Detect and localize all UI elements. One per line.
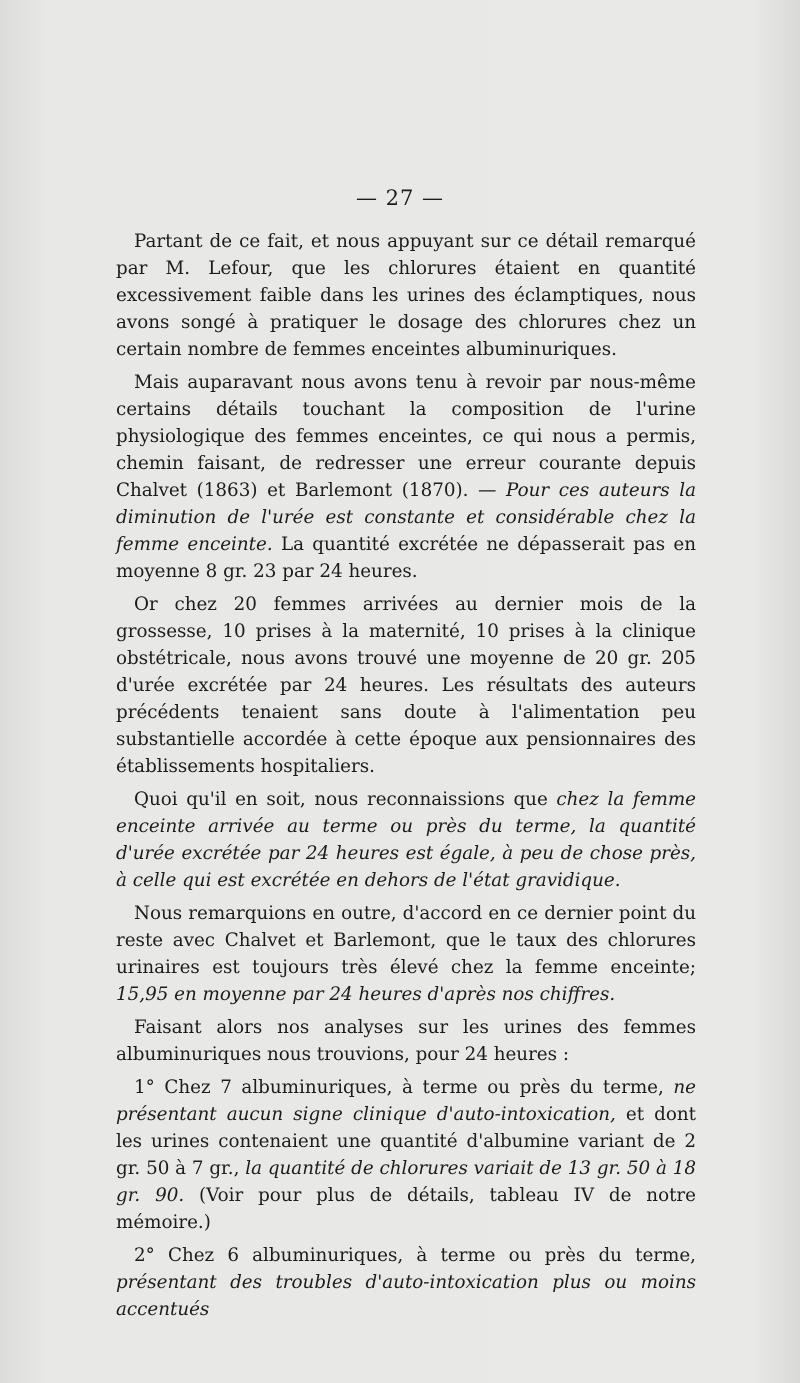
paragraph-5-lead: Nous remarquions en outre, d'accord en ce dernier point du reste avec Chalvet et Barlemont, que le taux des chlorures urinaires est toujours très élevé chez la femme enceinte; — [116, 903, 696, 978]
paragraph-5 — [116, 900, 696, 1008]
paragraph-2 — [116, 369, 696, 585]
paragraph-8 — [116, 1242, 696, 1323]
paragraph-3: Or chez 20 femmes arrivées au dernier mois de la grossesse, 10 prises à la maternité, 10 prises à la clinique obstétricale, nous avons trouvé une moyenne de 20 gr. 205 d'urée excrétée par 24 heures. Les résultats des auteurs précédents tenaient sans doute à l'alimentation peu substantielle accordée à cette époque aux pensionnaires des établissements hospitaliers. — [116, 594, 696, 777]
paragraph-5-italic: 15,95 en moyenne par 24 heures d'après nos chiffres. — [116, 984, 616, 1005]
paragraph-7-tail: (Voir pour plus de détails, tableau IV de notre mémoire.) — [116, 1185, 696, 1233]
paragraph-2-italic: — Pour ces auteurs la diminution de l'urée est constante et considérable chez la femme enceinte. — [116, 480, 697, 555]
paragraph-7-italic-1: ne présentant aucun signe clinique d'auto-intoxication, — [116, 1077, 696, 1125]
paragraph-8-italic: présentant des troubles d'auto-intoxication plus ou moins accentués — [116, 1272, 696, 1320]
paragraph-8-lead: 2° Chez 6 albuminuriques, à terme ou près du terme, — [134, 1245, 696, 1266]
paragraph-7-italic-2: la quantité de chlorures variait de 13 gr. 50 à 18 gr. 90. — [116, 1158, 696, 1206]
page-number: — 27 — — [355, 186, 445, 210]
paragraph-7 — [116, 1074, 696, 1236]
paragraph-7-mid: et dont les urines contenaient une quantité d'albumine variant de 2 gr. 50 à 7 gr., — [116, 1104, 696, 1179]
paragraph-4-italic: chez la femme enceinte arrivée au terme ou près du terme, la quantité d'urée excrétée par 24 heures est égale, à peu de chose près, à celle qui est excrétée en dehors de l'état gravidique. — [116, 789, 696, 891]
paragraph-2-text: Mais auparavant nous avons tenu à revoir par nous-même certains détails touchant la composition de l'urine physiologique des femmes enceintes, ce qui nous a permis, chemin faisant, de redresser une erreur courante depuis Chalvet (1863) et Barlemont (1870). — [116, 372, 696, 501]
paragraph-4-lead: Quoi qu'il en soit, nous reconnaissions que — [134, 789, 557, 810]
paragraph-1: Partant de ce fait, et nous appuyant sur ce détail remarqué par M. Lefour, que les chlorures étaient en quantité excessivement faible dans les urines des éclamptiques, nous avons songé à pratiquer le dosage des chlorures chez un certain nombre de femmes enceintes albuminuriques. — [116, 231, 696, 360]
paragraph-4 — [116, 786, 696, 894]
paragraph-2-tail: La quantité excrétée ne dépasserait pas en moyenne 8 gr. 23 par 24 heures. — [116, 534, 696, 582]
paragraph-6: Faisant alors nos analyses sur les urines des femmes albuminuriques nous trouvions, pour 24 heures : — [116, 1017, 696, 1065]
body-text — [116, 228, 696, 1323]
paragraph-7-lead: 1° Chez 7 albuminuriques, à terme ou près du terme, — [134, 1077, 674, 1098]
